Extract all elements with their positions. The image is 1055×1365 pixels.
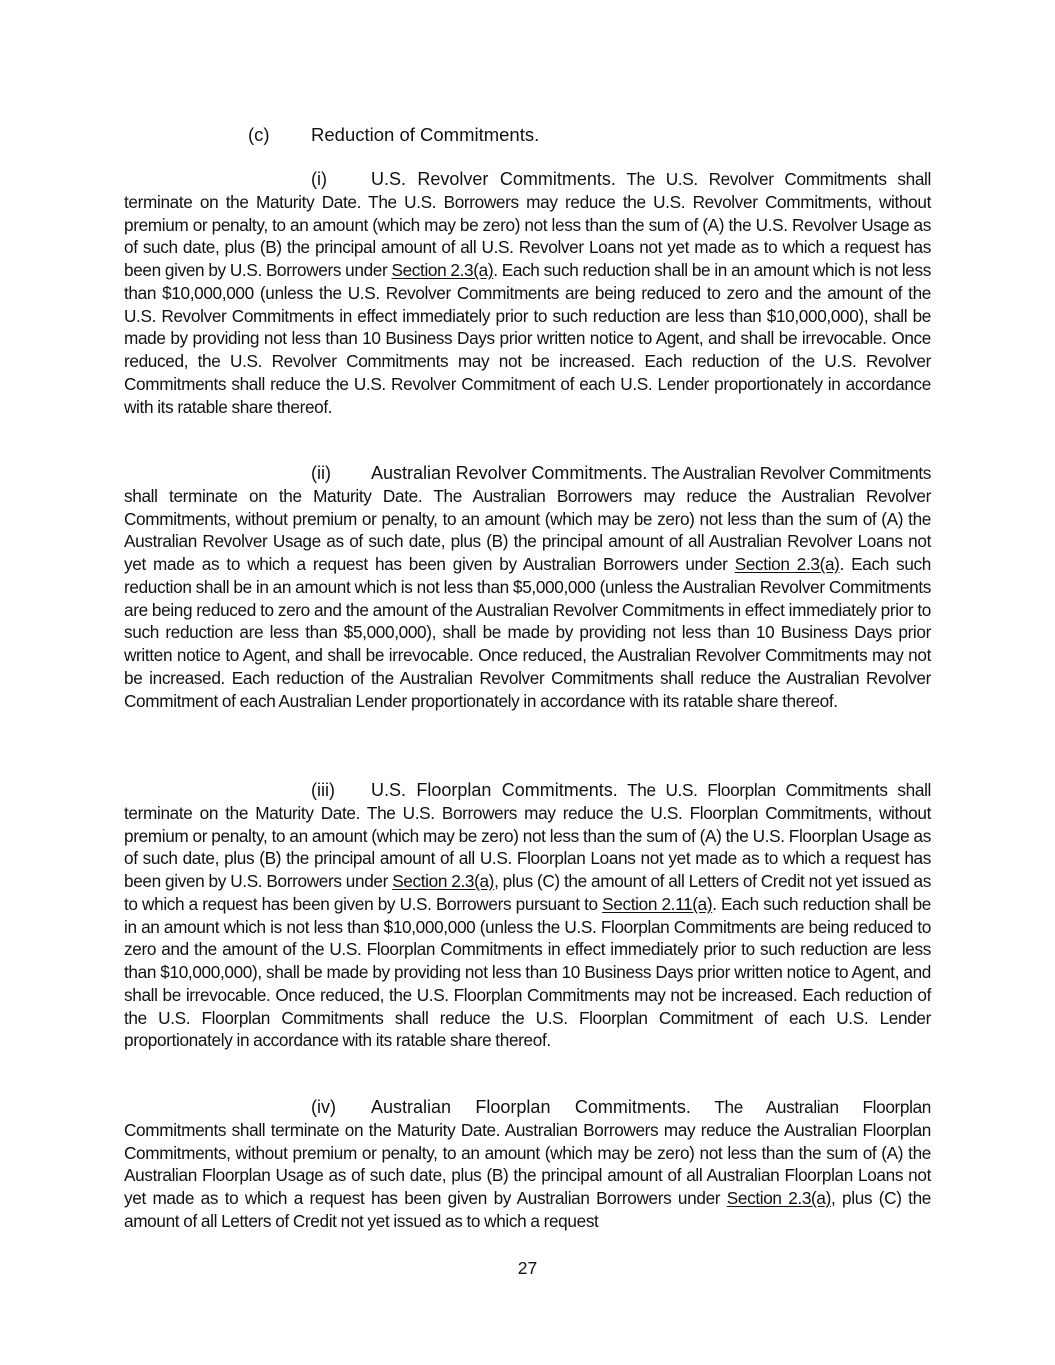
paragraph-number: (ii) — [311, 463, 331, 483]
paragraph-number: (i) — [311, 169, 327, 189]
paragraph-australian-floorplan — [124, 1096, 931, 1233]
page-number: 27 — [517, 1258, 538, 1278]
paragraph-title: Australian Revolver Commitments. — [371, 463, 648, 483]
section-reference-link: Section 2.3(a) — [734, 554, 840, 574]
paragraph-text: , plus (C) the amount of all Letters of Credit not yet issued as to which a request has been given by U.S. Borrowers pursuant to — [124, 871, 932, 914]
paragraph-text: The U.S. Revolver Commitments shall terminate on the Maturity Date. The U.S. Borrowers may reduce the U.S. Revolver Commitments, without premium or penalty, to an amount (which may be zero) not less than the sum of (A) the U.S. Revolver Usage as of such date, plus (B) the principal amount of all U.S. Revolver Loans not yet made as to which a request has been given by U.S. Borrowers under — [124, 169, 931, 280]
paragraph-australian-revolver — [124, 462, 931, 712]
paragraph-text: . Each such reduction shall be in an amount which is not less than $5,000,000 (unless the Australian Revolver Commitments are being reduced to zero and the amount of the Australian Revolver Commitments in effect immediately prior to such reduction are less than $5,000,000), shall be made by providing not less than 10 Business Days prior written notice to Agent, and shall be irrevocable. Once reduced, the Australian Revolver Commitments may not be increased. Each reduction of the Australian Revolver Commitments shall reduce the Australian Revolver Commitment of each Australian Lender proportionately in accordance with its ratable share thereof. — [124, 554, 931, 711]
section-reference-link: Section 2.3(a) — [726, 1188, 832, 1208]
paragraph-title: Australian Floorplan Commitments. — [371, 1097, 691, 1117]
paragraph-number: (iv) — [311, 1097, 336, 1117]
paragraph-number: (iii) — [311, 780, 335, 800]
section-number: (c) — [248, 124, 270, 145]
paragraph-title: U.S. Revolver Commitments. — [371, 169, 616, 189]
paragraph-title: U.S. Floorplan Commitments. — [371, 780, 618, 800]
paragraph-text: The Australian Floorplan Commitments shall terminate on the Maturity Date. Australian Borrowers may reduce the Australian Floorplan Commitments, without premium or penalty, to an amount (which may be zero) not less than the sum of (A) the Australian Floorplan Usage as of such date, plus (B) the principal amount of all Australian Floorplan Loans not yet made as to which a request has been given by Australian Borrowers under — [124, 1097, 931, 1208]
paragraph-text: . Each such reduction shall be in an amount which is not less than $10,000,000 (unless the U.S. Floorplan Commitments are being reduced to zero and the amount of the U.S. Floorplan Commitments in effect immediately prior to such reduction are less than $10,000,000), shall be made by providing not less than 10 Business Days prior written notice to Agent, and shall be irrevocable. Once reduced, the U.S. Floorplan Commitments may not be increased. Each reduction of the U.S. Floorplan Commitments shall reduce the U.S. Floorplan Commitment of each U.S. Lender proportionately in accordance with its ratable share thereof. — [124, 893, 931, 1051]
section-reference-link: Section 2.3(a) — [391, 260, 494, 280]
section-heading — [248, 124, 539, 147]
paragraph-us-revolver — [124, 168, 931, 418]
section-title: Reduction of Commitments. — [311, 124, 540, 145]
paragraph-text: The U.S. Floorplan Commitments shall terminate on the Maturity Date. The U.S. Borrowers may reduce the U.S. Floorplan Commitments, without premium or penalty, to an amount (which may be zero) not less than the sum of (A) the U.S. Floorplan Usage as of such date, plus (B) the principal amount of all U.S. Floorplan Loans not yet made as to which a request has been given by U.S. Borrowers under — [124, 780, 931, 891]
paragraph-text: . Each such reduction shall be in an amount which is not less than $10,000,000 (unless the U.S. Revolver Commitments are being reduced to zero and the amount of the U.S. Revolver Commitments in effect immediately prior to such reduction are less than $10,000,000), shall be made by providing not less than 10 Business Days prior written notice to Agent, and shall be irrevocable. Once reduced, the U.S. Revolver Commitments may not be increased. Each reduction of the U.S. Revolver Commitments shall reduce the U.S. Revolver Commitment of each U.S. Lender proportionately in accordance with its ratable share thereof. — [124, 260, 931, 417]
paragraph-text: The Australian Revolver Commitments shall terminate on the Maturity Date. The Australian Borrowers may reduce the Australian Revolver Commitments, without premium or penalty, to an amount (which may be zero) not less than the sum of (A) the Australian Revolver Usage as of such date, plus (B) the principal amount of all Australian Revolver Loans not yet made as to which a request has been given by Australian Borrowers under — [124, 463, 931, 574]
section-reference-link: Section 2.3(a) — [392, 871, 495, 891]
section-reference-link: Section 2.11(a) — [602, 893, 713, 914]
paragraph-text: , plus (C) the amount of all Letters of Credit not yet issued as to which a request — [124, 1188, 932, 1231]
paragraph-us-floorplan — [124, 779, 931, 1052]
